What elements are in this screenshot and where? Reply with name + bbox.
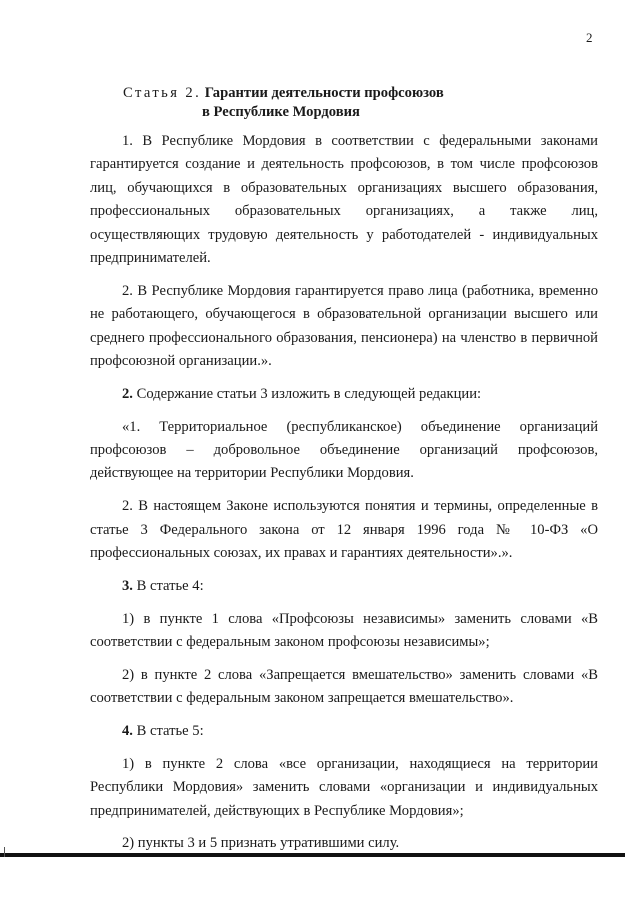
article-title-line1: Гарантии деятельности профсоюзов bbox=[204, 85, 444, 101]
paragraph: 1) в пункте 2 слова «все организации, находящиеся на территории Республики Мордовия» заменить словами «организации и индивидуальных предпринимателей, действующих в Республике Мордовия»; bbox=[90, 755, 598, 819]
page-number: 2 bbox=[586, 30, 593, 45]
article-title-line2: в Республике Мордовия bbox=[202, 104, 360, 120]
paragraph: 2. В настоящем Законе используются понятия и термины, определенные в статье 3 Федерального закона от 12 января 1996 года № 10-ФЗ «О профессиональных союзах, их правах и гарантиях деятельности».». bbox=[90, 498, 598, 562]
paragraph: 1. В Республике Мордовия в соответствии с федеральными законами гарантируется создание и деятельность профсоюзов, в том числе профсоюзов лиц, обучающихся в образовательных организациях высшего образования, профессиональных образовательных организациях, а также лиц, осуществляющих трудовую деятельность у работодателей - индивидуальных предпринимателей. bbox=[90, 133, 598, 267]
item-number: 2. bbox=[122, 385, 133, 402]
paragraph: 2) пункты 3 и 5 признать утратившими силу. bbox=[122, 835, 400, 852]
paragraph: 2. В Республике Мордовия гарантируется право лица (работника, временно не работающего, обучающегося в образовательной организации высшего или среднего профессионального образования, пенсионера) на членство в первичной профсоюзной организации.». bbox=[90, 282, 598, 370]
paragraph: 4. В статье 5: bbox=[122, 723, 204, 740]
item-number: 3. bbox=[122, 577, 133, 594]
paragraph: 3. В статье 4: bbox=[122, 577, 204, 594]
paragraph: «1. Территориальное (республиканское) объединение организаций профсоюзов – добровольное объединение организаций профсоюзов, действующее на территории Республики Мордовия. bbox=[90, 418, 598, 482]
article-heading bbox=[123, 84, 444, 122]
paragraph: 2. Содержание статьи 3 изложить в следующей редакции: bbox=[122, 385, 482, 402]
paragraph: 1) в пункте 1 слова «Профсоюзы независимы» заменить словами «В соответствии с федеральным законом профсоюзы независимы»; bbox=[90, 610, 598, 651]
scan-border-line bbox=[0, 853, 625, 857]
paragraph: 2) в пункте 2 слова «Запрещается вмешательство» заменить словами «В соответствии с федеральным законом запрещается вмешательство». bbox=[90, 666, 598, 707]
scan-edge-mark bbox=[4, 847, 5, 857]
item-number: 4. bbox=[122, 723, 133, 740]
article-prefix: Статья 2. bbox=[123, 85, 202, 101]
document-body bbox=[90, 130, 598, 865]
